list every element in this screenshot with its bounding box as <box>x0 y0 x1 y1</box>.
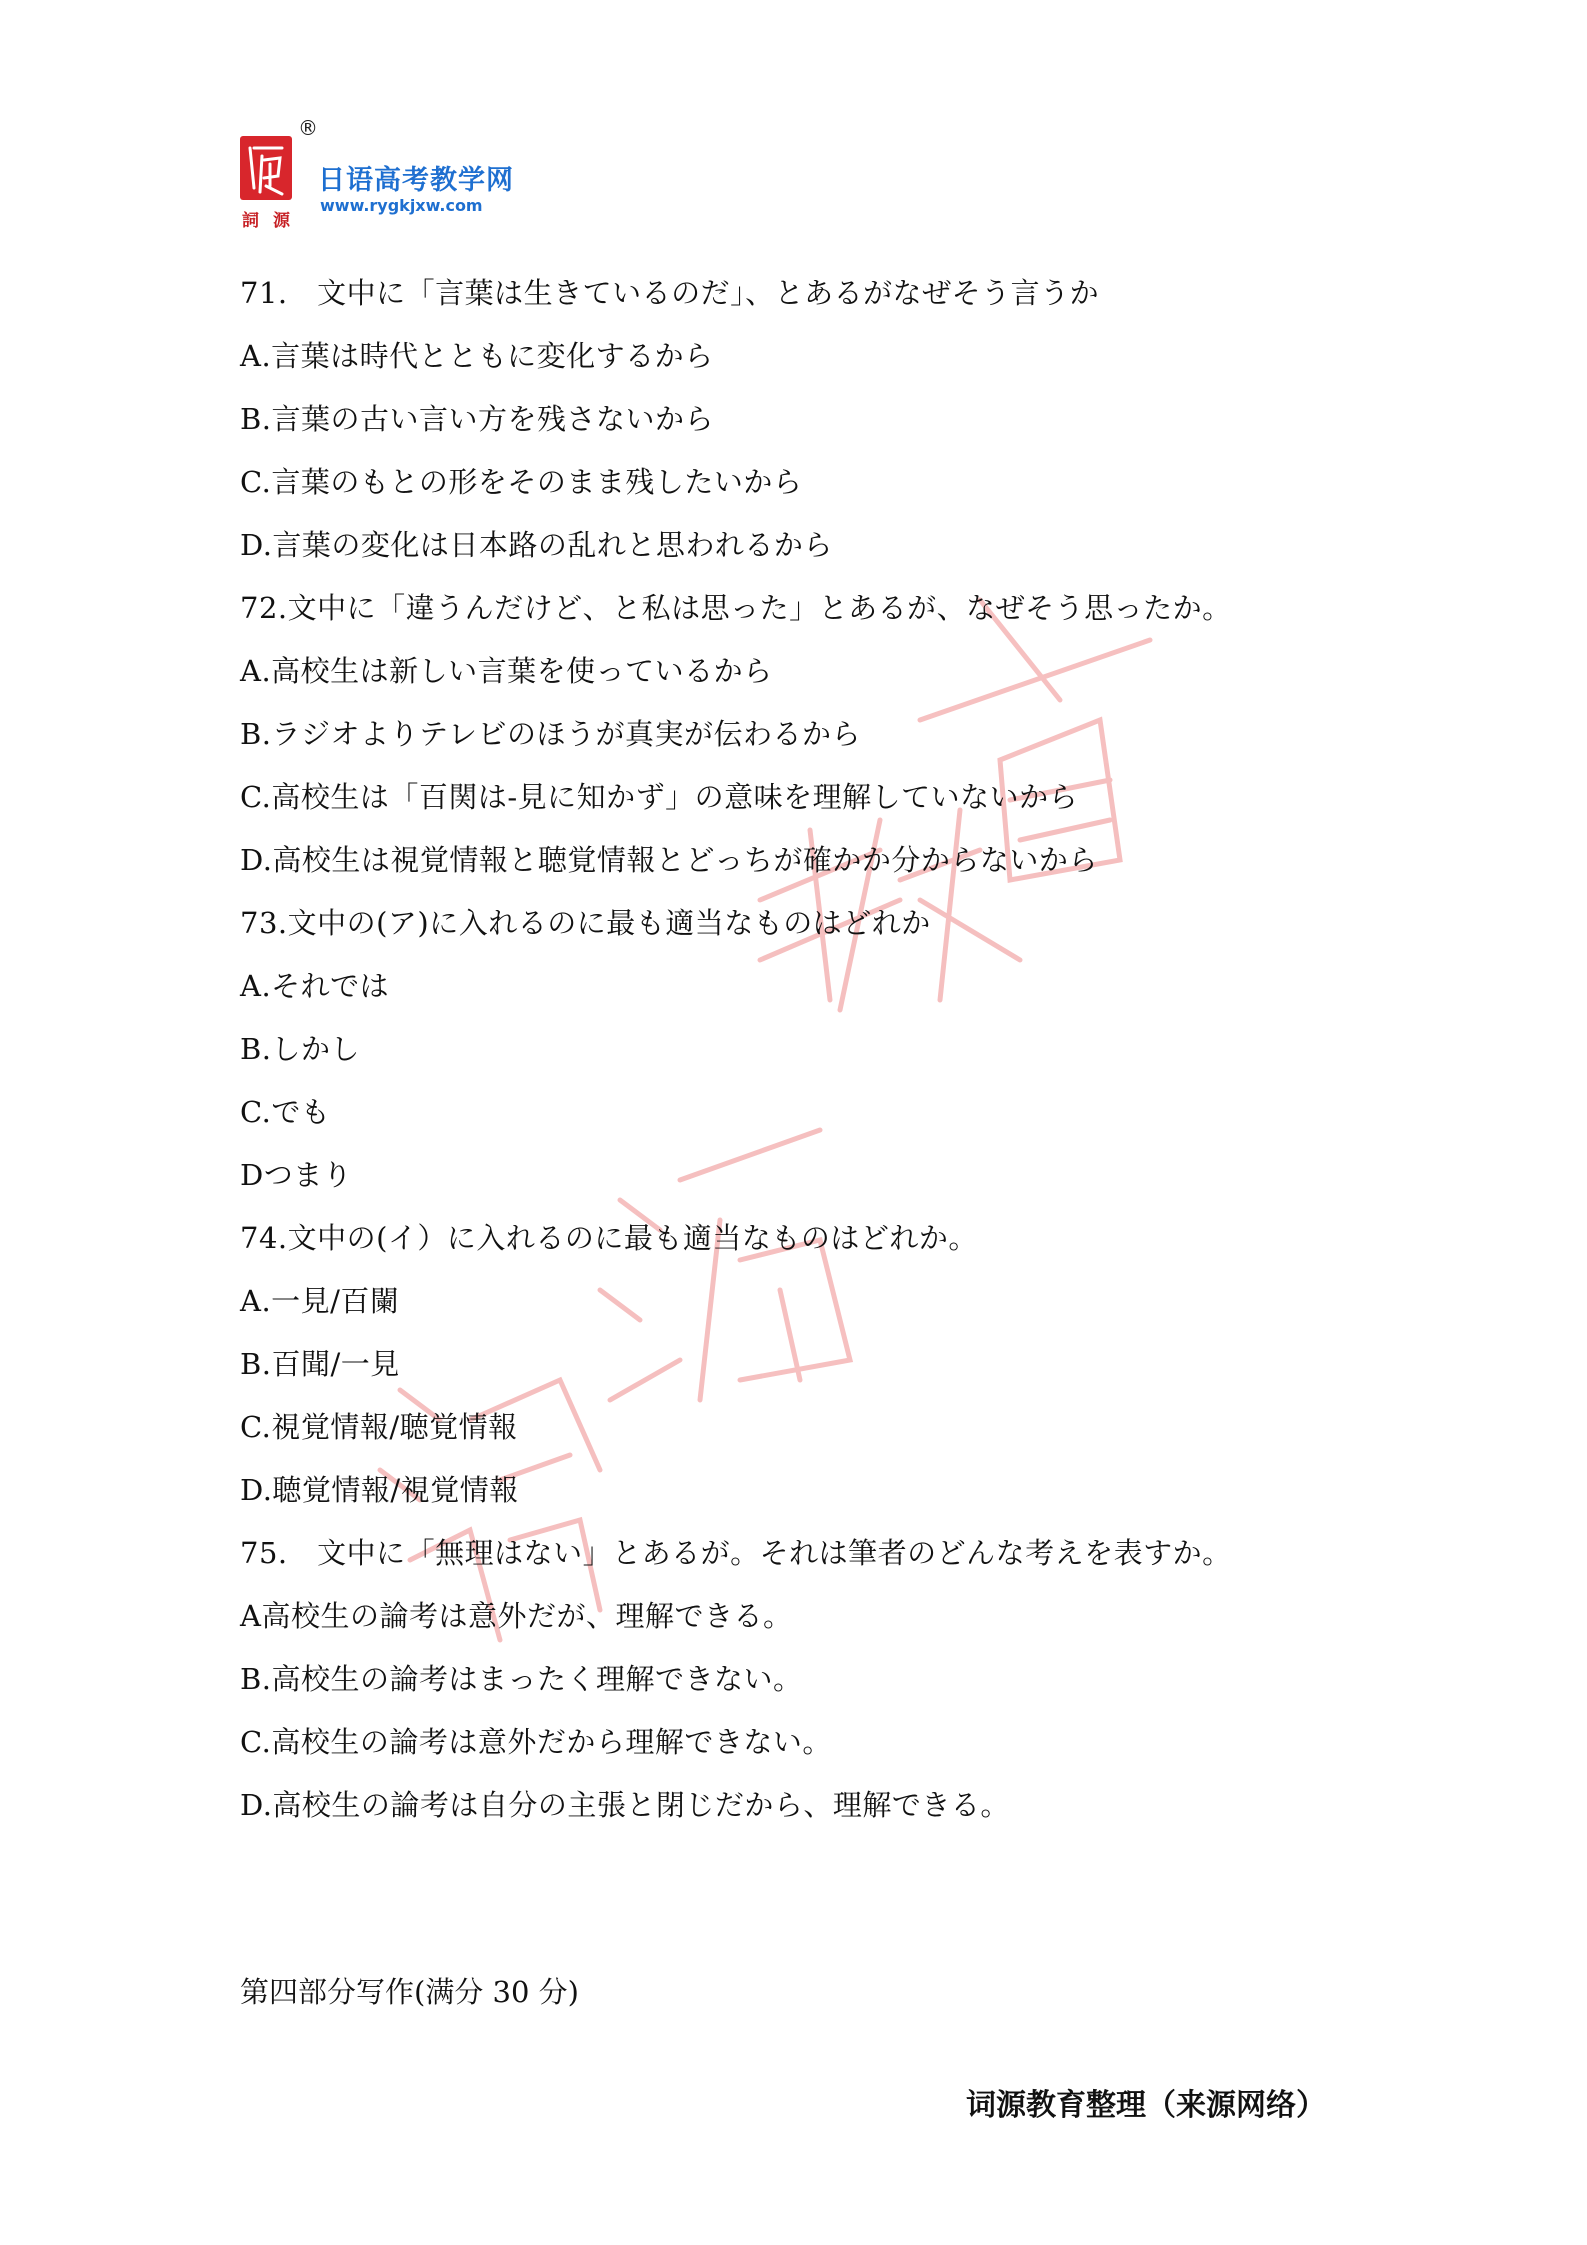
question-content <box>240 268 1360 1843</box>
option-74-c: C.視覚情報/聴覚情報 <box>240 1410 518 1444</box>
question-72: 72.文中に「違うんだけど、と私は思った」とあるが、なぜそう思ったか。 <box>240 591 1232 625</box>
question-71: 71. 文中に「言葉は生きているのだ」、とあるがなぜそう言うか <box>240 276 1100 310</box>
option-71-c: C.言葉のもとの形をそのまま残したいから <box>240 465 803 499</box>
option-75-b: B.高校生の論考はまったく理解できない。 <box>240 1662 803 1696</box>
question-75: 75. 文中に「無理はない」とあるが。それは筆者のどんな考えを表すか。 <box>240 1536 1232 1570</box>
option-72-d: D.高校生は視覚情報と聴覚情報とどっちが確かか分からないから <box>240 843 1098 877</box>
option-73-b: B.しかし <box>240 1032 361 1066</box>
brand-title: 日语高考教学网 <box>318 165 514 196</box>
logo-seal <box>240 136 292 200</box>
option-75-d: D.高校生の論考は自分の主張と閉じだから、理解できる。 <box>240 1788 1010 1822</box>
option-72-a: A.高校生は新しい言葉を使っているから <box>240 654 773 688</box>
registered-mark: ® <box>298 116 318 140</box>
option-72-c: C.高校生は「百関は-見に知かず」の意味を理解していないから <box>240 780 1079 814</box>
option-73-a: A.それでは <box>240 969 390 1003</box>
logo-seal-icon <box>240 136 292 200</box>
option-75-c: C.高校生の論考は意外だから理解できない。 <box>240 1725 832 1759</box>
option-71-a: A.言葉は時代とともに変化するから <box>240 339 714 373</box>
option-72-b: B.ラジオよりテレビのほうが真実が伝わるから <box>240 717 861 751</box>
footer-credit: 词源教育整理（来源网络） <box>966 2088 1326 2123</box>
site-header <box>240 108 640 231</box>
brand-url: www.rygkjxw.com <box>320 196 483 215</box>
option-74-d: D.聴覚情報/視覚情報 <box>240 1473 519 1507</box>
option-74-b: B.百聞/一見 <box>240 1347 400 1381</box>
section-title: 第四部分写作(满分 30 分) <box>240 1975 579 2009</box>
logo-caption: 詞 源 <box>242 211 294 231</box>
option-71-b: B.言葉の古い言い方を残さないから <box>240 402 715 436</box>
question-73: 73.文中の(ア)に入れるのに最も適当なものはどれか <box>240 906 931 940</box>
option-74-a: A.一見/百闌 <box>240 1284 400 1318</box>
question-74: 74.文中の(イ）に入れるのに最も適当なものはどれか。 <box>240 1221 978 1255</box>
option-71-d: D.言葉の変化は日本路の乱れと思われるから <box>240 528 833 562</box>
option-73-c: C.でも <box>240 1095 331 1129</box>
option-73-d: Dつまり <box>240 1158 353 1192</box>
option-75-a: A高校生の論考は意外だが、理解できる。 <box>240 1599 793 1633</box>
